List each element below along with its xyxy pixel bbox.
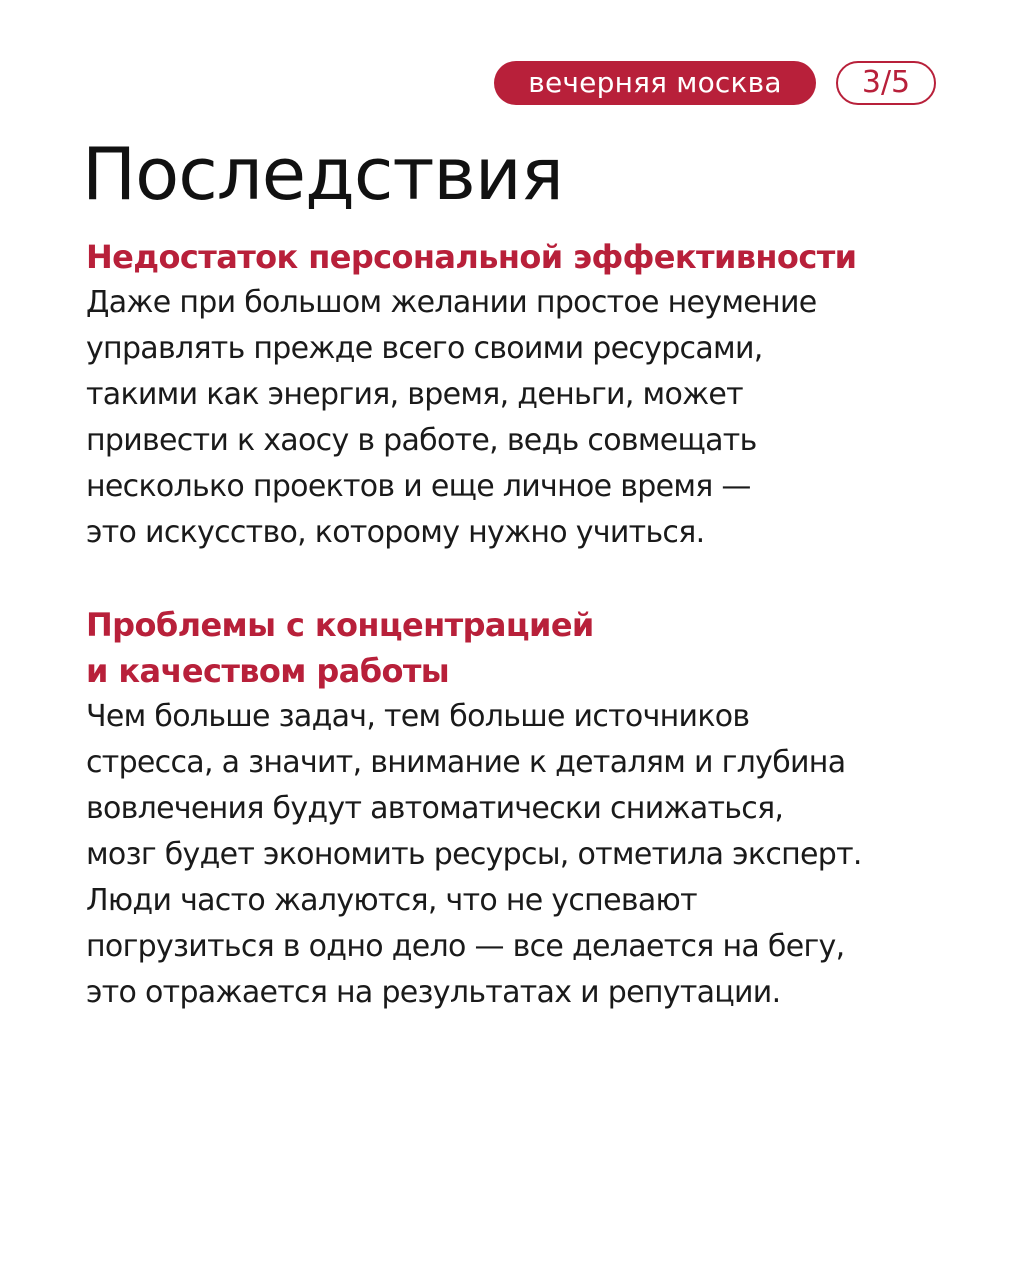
body-line: это отражается на результатах и репутации. xyxy=(86,975,781,1010)
section-heading-line: Недостаток персональной эффективности xyxy=(86,238,857,276)
body-line: Чем больше задач, тем больше источников xyxy=(86,699,750,734)
body-line: стресса, а значит, внимание к деталям и глубина xyxy=(86,745,846,780)
section-heading xyxy=(86,234,966,280)
section-concentration-quality xyxy=(86,602,966,1016)
body-line: Даже при большом желании простое неумение xyxy=(86,285,817,320)
brand-badge: вечерняя москва xyxy=(494,61,816,105)
section-personal-efficiency xyxy=(86,234,966,556)
section-heading xyxy=(86,602,966,694)
body-line: погрузиться в одно дело — все делается на бегу, xyxy=(86,929,845,964)
body-line: управлять прежде всего своими ресурсами, xyxy=(86,331,763,366)
body-line: такими как энергия, время, деньги, может xyxy=(86,377,743,412)
section-heading-line: и качеством работы xyxy=(86,652,450,690)
page-title: Последствия xyxy=(82,132,563,216)
section-body xyxy=(86,694,966,1016)
page-indicator: 3/5 xyxy=(836,61,936,105)
body-line: вовлечения будут автоматически снижаться, xyxy=(86,791,784,826)
section-body xyxy=(86,280,966,556)
body-line: мозг будет экономить ресурсы, отметила эксперт. xyxy=(86,837,862,872)
body-line: Люди часто жалуются, что не успевают xyxy=(86,883,697,918)
body-line: привести к хаосу в работе, ведь совмещать xyxy=(86,423,757,458)
body-line: несколько проектов и еще личное время — xyxy=(86,469,751,504)
body-line: это искусство, которому нужно учиться. xyxy=(86,515,705,550)
section-heading-line: Проблемы с концентрацией xyxy=(86,606,594,644)
